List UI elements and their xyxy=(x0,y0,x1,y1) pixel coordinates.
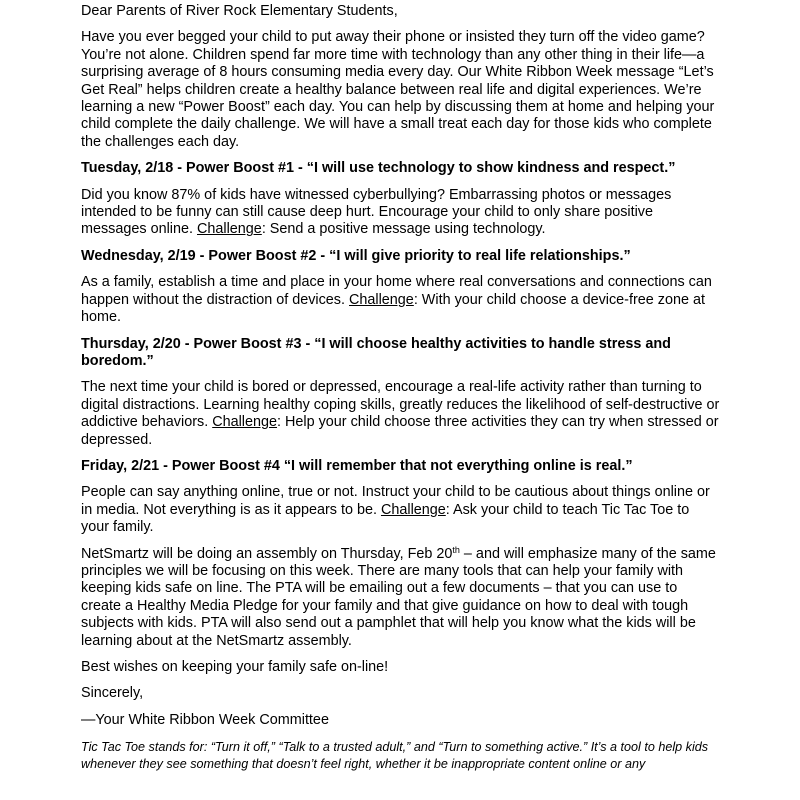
assembly-text-end: – and will emphasize many of the same principles we will be focusing on this week. There are many tools that can help your family with keeping kids safe on line. The PTA will be emailing out a few documents – that you can use to create a Healthy Media Pledge for your family and that give guidance on how to deal with tough subjects with kids. PTA will also send out a pamphlet that will help you know what the kids will be learning about at the NetSmartz assembly. xyxy=(81,545,716,649)
challenge-label: Challenge xyxy=(197,221,262,238)
boost-2-heading: Wednesday, 2/19 - Power Boost #2 - “I will give priority to real life relationships.” xyxy=(81,247,631,264)
boost-1-body xyxy=(81,187,721,239)
boost-4-heading: Friday, 2/21 - Power Boost #4 “I will remember that not everything online is real.” xyxy=(81,457,633,474)
challenge-label: Challenge xyxy=(349,291,414,308)
boost-3-challenge: : Help your child choose three activities they can try when stressed or depressed. xyxy=(81,414,719,448)
boost-4-text: People can say anything online, true or not. Instruct your child to be cautious about things online or in media. Not everything is as it appears to be. xyxy=(81,484,710,518)
boost-4-body xyxy=(81,484,721,536)
assembly-date-suffix: th xyxy=(452,544,460,555)
boost-3-text: The next time your child is bored or depressed, encourage a real-life activity rather than turning to digital distractions. Learning healthy coping skills, greatly reduces the likelihood of self-destructive or addictive behaviors. xyxy=(81,379,720,431)
assembly-text-start: NetSmartz will be doing an assembly on Thursday, Feb 20 xyxy=(81,545,453,562)
boost-3-heading: Thursday, 2/20 - Power Boost #3 - “I will choose healthy activities to handle stress and boredom.” xyxy=(81,335,671,369)
boost-2-challenge: : With your child choose a device-free zone at home. xyxy=(81,291,705,326)
tic-tac-toe-note: Tic Tac Toe stands for: “Turn it off,” “Talk to a trusted adult,” and “Turn to something active.” It’s a tool to help kids whenever they see something that doesn’t feel right, whether it be inappropriate content online or any xyxy=(81,740,709,772)
boost-2-text: As a family, establish a time and place in your home where real conversations and connections can happen without the distraction of devices. xyxy=(81,274,712,308)
closing: Sincerely, xyxy=(81,685,144,702)
letter-page xyxy=(81,0,721,773)
boost-3-body xyxy=(81,379,721,449)
intro-paragraph: Have you ever begged your child to put away their phone or insisted they turn off the video game? You’re not alone. Children spend far more time with technology than any other thing in their life—a surprising average of 8 hours consuming media every day. Our White Ribbon Week message “Let’s Get Real” helps children create a healthy balance between real life and digital experiences. We’re learning a new “Power Boost” each day. You can help by discussing them at home and helping your child complete the daily challenge. We will have a small treat each day for those kids who complete the challenges each day. xyxy=(81,29,715,150)
boost-4-challenge: : Ask your child to teach Tic Tac Toe to your family. xyxy=(81,501,690,536)
boost-1-heading: Tuesday, 2/18 - Power Boost #1 - “I will use technology to show kindness and respect.” xyxy=(81,160,676,177)
challenge-label: Challenge xyxy=(212,414,278,431)
signature: —Your White Ribbon Week Committee xyxy=(81,711,329,728)
challenge-label: Challenge xyxy=(380,501,446,518)
boost-2-body xyxy=(81,274,721,326)
assembly-paragraph xyxy=(81,546,721,650)
greeting: Dear Parents of River Rock Elementary Students, xyxy=(81,3,398,19)
boost-1-challenge: : Send a positive message using technology. xyxy=(261,221,546,238)
boost-1-text: Did you know 87% of kids have witnessed cyberbullying? Embarrassing photos or messages intended to be funny can still cause deep hurt. Encourage your child to only share positive messages online. xyxy=(81,186,672,238)
best-wishes: Best wishes on keeping your family safe on-line! xyxy=(81,659,389,675)
